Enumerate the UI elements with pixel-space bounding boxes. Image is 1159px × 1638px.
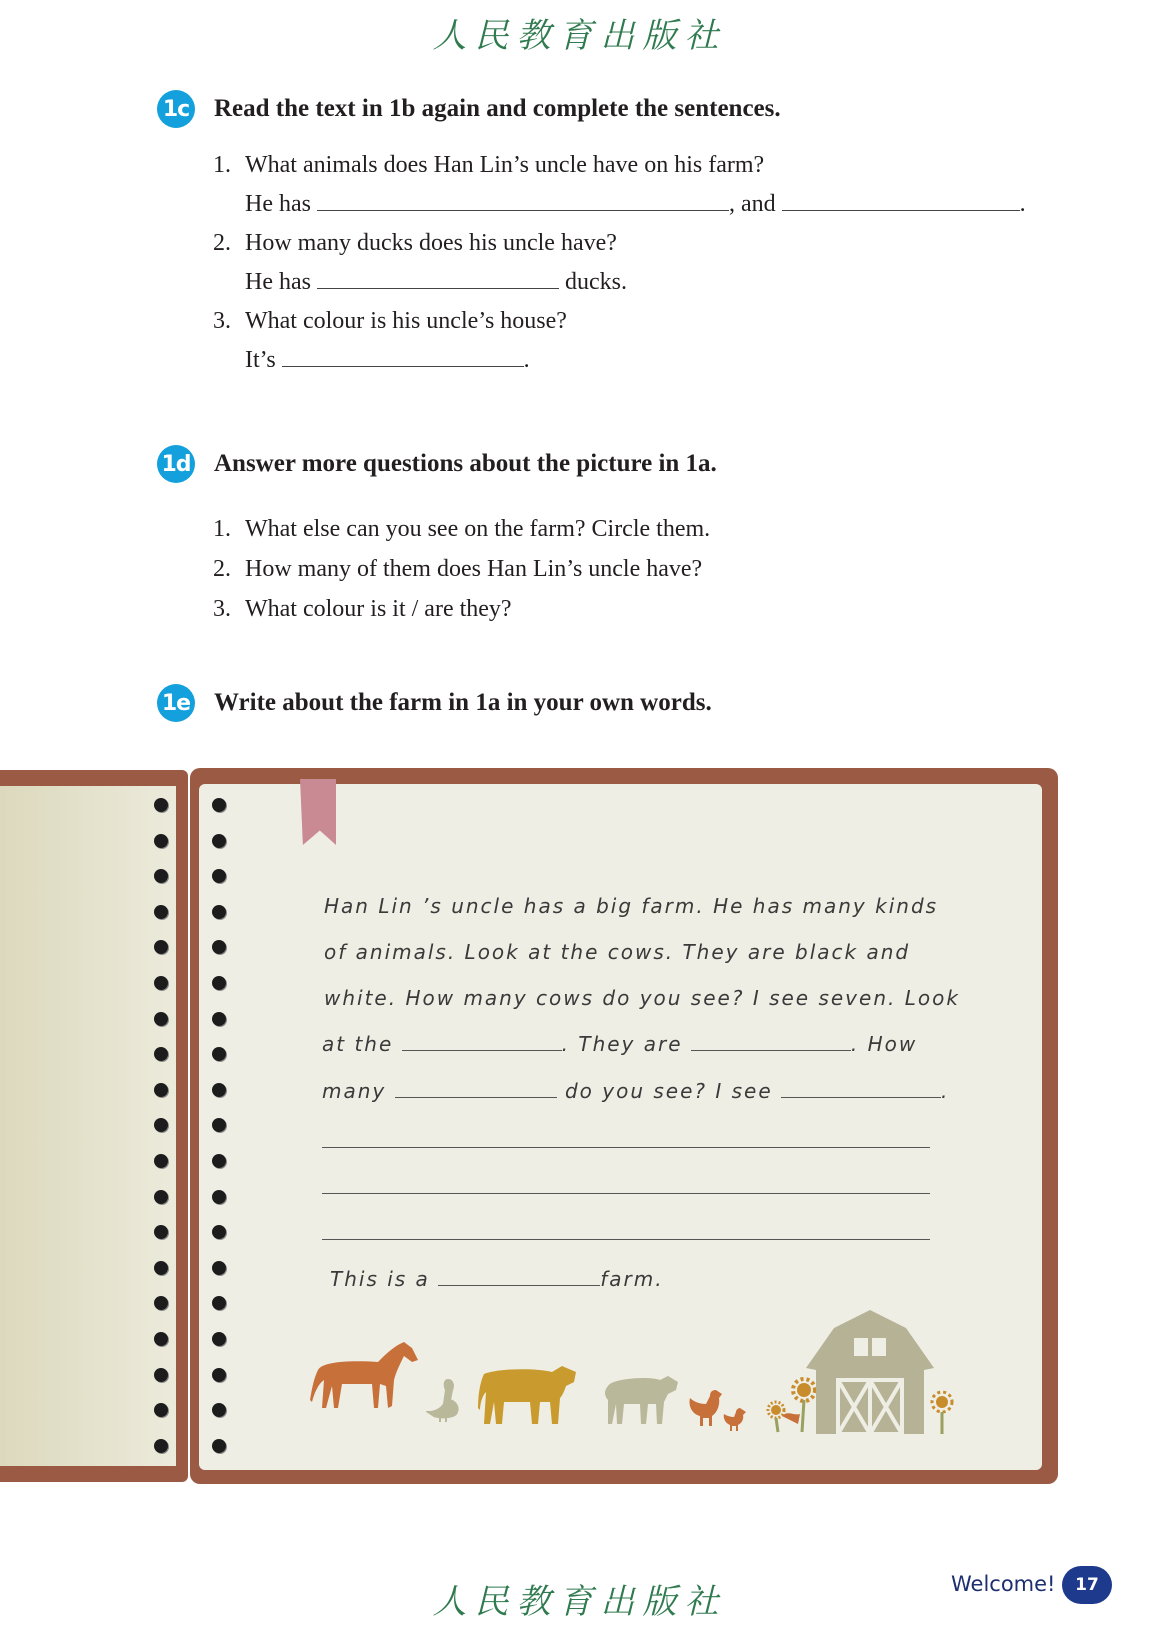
notebook-fill-line [322,1079,949,1103]
question-1d-1 [213,516,710,543]
fill-text: farm. [600,1267,664,1291]
fill-blank[interactable] [781,1081,941,1098]
question-number: 1. [213,516,231,542]
question-text: What animals does Han Lin’s uncle have on his farm? [245,152,765,178]
fill-blank[interactable] [402,1034,562,1051]
writing-line[interactable] [322,1239,930,1240]
goose-icon [426,1378,462,1424]
question-text: What else can you see on the farm? Circle them. [245,516,711,542]
section-1d-header [157,445,717,483]
answer-end: . [1019,191,1026,217]
section-1c-header [157,90,781,128]
writing-line[interactable] [322,1147,930,1148]
answer-end: ducks. [564,269,627,295]
answer-end: . [523,347,530,373]
answer-prefix: It’s [245,347,276,373]
chicken-icon [686,1386,726,1430]
answer-blank[interactable] [782,192,1020,211]
writing-line[interactable] [322,1193,930,1194]
question-text: What colour is his uncle’s house? [245,308,567,334]
question-text: How many of them does Han Lin’s uncle have? [245,556,703,582]
question-number: 1. [213,152,231,178]
section-badge: 1c [157,90,195,128]
section-1e-header [157,684,712,722]
question-1d-2 [213,556,702,583]
cow-icon [478,1362,578,1428]
answer-blank[interactable] [317,192,729,211]
answer-blank[interactable] [317,270,559,289]
question-1c-1 [213,152,764,179]
question-text: What colour is it / are they? [245,596,512,622]
question-number: 2. [213,230,231,256]
notebook-fill-line [322,1032,917,1056]
fill-text: at the [322,1032,394,1056]
fill-text: . They are [561,1032,683,1056]
question-number: 2. [213,556,231,582]
question-number: 3. [213,308,231,334]
fill-text: do you see? I see [564,1079,773,1103]
question-text: How many ducks does his uncle have? [245,230,617,256]
notebook-text-line: Han Lin ’s uncle has a big farm. He has many kinds [324,894,939,918]
notebook-left-paper [0,786,176,1466]
section-instruction: Write about the farm in 1a in your own words. [214,689,712,716]
fill-blank[interactable] [395,1081,557,1098]
answer-mid: , and [728,191,776,217]
barn-icon [806,1310,934,1434]
horse-icon [308,1340,428,1430]
notebook-text-line: white. How many cows do you see? I see seven. Look [324,986,960,1010]
answer-1c-2 [245,269,627,296]
fill-blank[interactable] [691,1034,851,1051]
publisher-logo-top: 人民教育出版社 [432,16,727,56]
question-number: 3. [213,596,231,622]
answer-prefix: He has [245,191,311,217]
fill-text: This is a [330,1267,430,1291]
binding-holes-right [212,798,226,1474]
publisher-logo-bottom: 人民教育出版社 [432,1582,727,1622]
section-badge: 1e [157,684,195,722]
question-1c-3 [213,308,567,335]
question-1d-3 [213,596,512,623]
fill-text: . [941,1079,950,1103]
section-instruction: Answer more questions about the picture in 1a. [214,450,717,477]
sheep-icon [604,1372,680,1428]
sunflower-icon [928,1390,958,1434]
answer-blank[interactable] [282,348,524,367]
question-1c-2 [213,230,617,257]
section-badge: 1d [157,445,195,483]
fill-text: many [322,1079,387,1103]
fill-blank[interactable] [438,1269,600,1286]
answer-prefix: He has [245,269,311,295]
answer-1c-3 [245,347,530,374]
fill-text: . How [850,1032,918,1056]
page-number-badge: 17 [1062,1566,1112,1604]
answer-1c-1 [245,191,1026,218]
chick-icon [722,1406,748,1432]
section-instruction: Read the text in 1b again and complete the sentences. [214,95,781,122]
notebook-text-line: of animals. Look at the cows. They are black and [324,940,911,964]
notebook-fill-line [330,1267,664,1291]
footer-unit-label: Welcome! [951,1572,1056,1596]
binding-holes-left [154,798,168,1474]
